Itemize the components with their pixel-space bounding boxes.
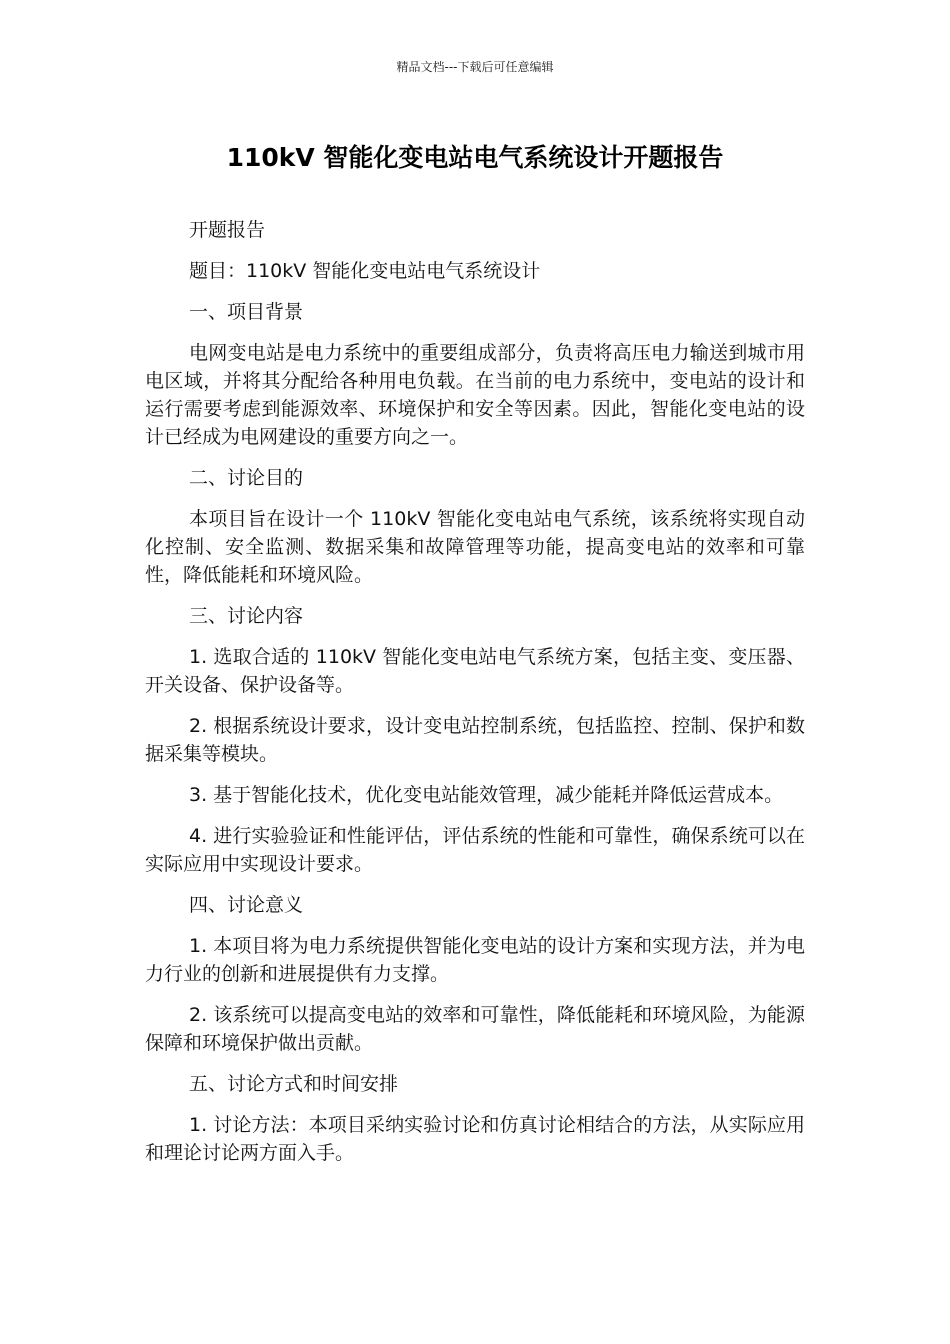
paragraph-background: 电网变电站是电力系统中的重要组成部分，负责将高压电力输送到城市用电区域，并将其分配给各种用电负载。在当前的电力系统中，变电站的设计和运行需要考虑到能源效率、环境保护和安全等因素。因此，智能化变电站的设计已经成为电网建设的重要方向之一。 xyxy=(145,342,805,448)
report-label: 开题报告 xyxy=(189,219,266,241)
significance-item-1: 1. 本项目将为电力系统提供智能化变电站的设计方案和实现方法，并为电力行业的创新和进展提供有力支撑。 xyxy=(145,935,805,985)
header-note: 精品文档---下载后可任意编辑 xyxy=(396,60,554,74)
document-title: 110kV 智能化变电站电气系统设计开题报告 xyxy=(226,143,724,172)
content-item-4: 4. 进行实验验证和性能评估，评估系统的性能和可靠性，确保系统可以在实际应用中实现设计要求。 xyxy=(145,825,805,875)
section-heading-content: 三、讨论内容 xyxy=(189,605,304,627)
method-item-1: 1. 讨论方法：本项目采纳实验讨论和仿真讨论相结合的方法，从实际应用和理论讨论两方面入手。 xyxy=(145,1114,805,1164)
section-heading-background: 一、项目背景 xyxy=(189,301,304,323)
content-item-2: 2. 根据系统设计要求，设计变电站控制系统，包括监控、控制、保护和数据采集等模块。 xyxy=(145,715,805,765)
topic-line: 题目：110kV 智能化变电站电气系统设计 xyxy=(189,260,541,282)
significance-item-2: 2. 该系统可以提高变电站的效率和可靠性，降低能耗和环境风险，为能源保障和环境保护做出贡献。 xyxy=(145,1004,805,1054)
section-heading-significance: 四、讨论意义 xyxy=(189,894,304,916)
document-body xyxy=(145,216,805,1180)
section-heading-purpose: 二、讨论目的 xyxy=(189,467,304,489)
section-heading-method-schedule: 五、讨论方式和时间安排 xyxy=(189,1073,399,1095)
content-item-1: 1. 选取合适的 110kV 智能化变电站电气系统方案，包括主变、变压器、开关设备、保护设备等。 xyxy=(145,646,805,696)
paragraph-purpose: 本项目旨在设计一个 110kV 智能化变电站电气系统，该系统将实现自动化控制、安全监测、数据采集和故障管理等功能，提高变电站的效率和可靠性，降低能耗和环境风险。 xyxy=(145,508,805,586)
content-item-3: 3. 基于智能化技术，优化变电站能效管理，减少能耗并降低运营成本。 xyxy=(189,784,784,806)
